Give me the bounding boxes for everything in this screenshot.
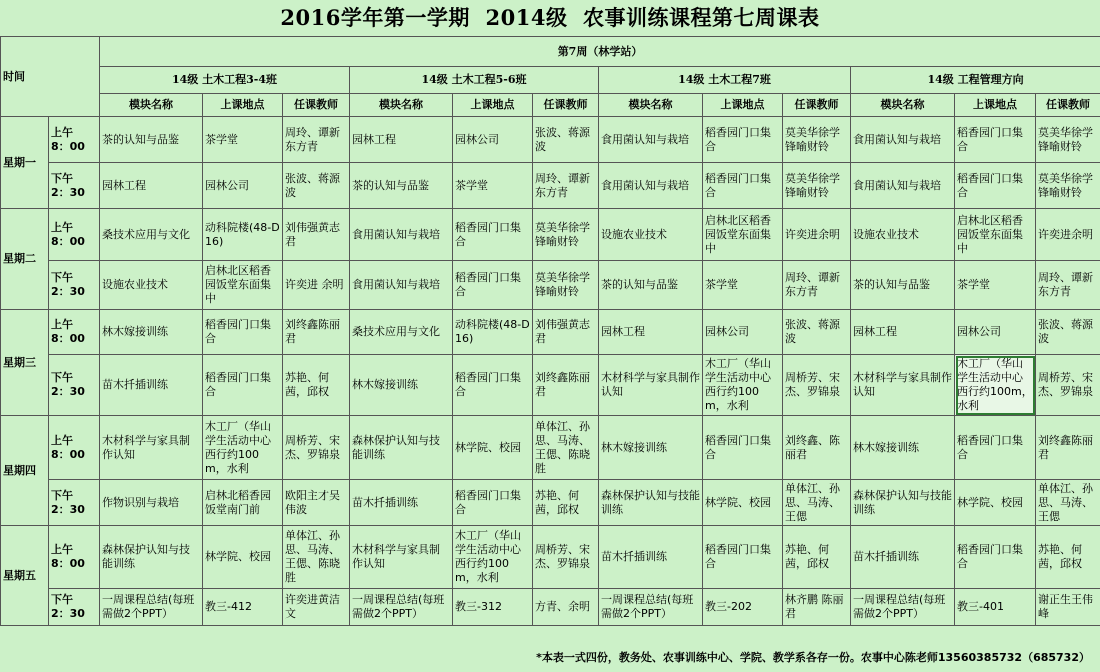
schedule-row: [1, 416, 1100, 480]
schedule-row: [1, 117, 1100, 163]
module-cell[interactable]: 林木嫁接训练: [599, 416, 703, 480]
teacher-cell[interactable]: 许奕进余明: [783, 209, 851, 261]
module-cell[interactable]: 茶的认知与品鉴: [350, 163, 453, 209]
module-cell[interactable]: 食用菌认知与栽培: [599, 117, 703, 163]
time-slot-label: 下午 2：30: [49, 589, 100, 626]
teacher-cell[interactable]: 莫美华徐学锋喻财铃: [1036, 117, 1100, 163]
col-header-teacher: 任课教师: [1036, 94, 1100, 117]
time-slot-label: 上午 8：00: [49, 310, 100, 355]
teacher-cell[interactable]: 周玲、谭新东方青: [1036, 261, 1100, 310]
header-row-classes: [1, 67, 1100, 94]
day-label: 星期一: [1, 117, 49, 209]
col-header-module: 模块名称: [100, 94, 203, 117]
teacher-cell[interactable]: 单体江、孙思、马涛、王偲、陈晓胜: [283, 526, 350, 589]
teacher-cell[interactable]: 苏艳、何茜，邱权: [533, 480, 599, 526]
teacher-cell[interactable]: 莫美华徐学锋喻财铃: [1036, 163, 1100, 209]
teacher-cell[interactable]: 莫美华徐学锋喻财铃: [783, 163, 851, 209]
teacher-cell[interactable]: 周玲、谭新东方青: [283, 117, 350, 163]
col-header-module: 模块名称: [599, 94, 703, 117]
place-cell[interactable]: 林学院、校园: [955, 480, 1036, 526]
module-cell[interactable]: 设施农业技术: [100, 261, 203, 310]
time-slot-label: 上午 8：00: [49, 117, 100, 163]
module-cell[interactable]: 木材科学与家具制作认知: [350, 526, 453, 589]
module-cell[interactable]: 木材科学与家具制作认知: [100, 416, 203, 480]
teacher-cell[interactable]: 张波、蒋源波: [533, 117, 599, 163]
module-cell[interactable]: 食用菌认知与栽培: [851, 163, 955, 209]
col-header-teacher: 任课教师: [783, 94, 851, 117]
day-label: 星期四: [1, 416, 49, 526]
teacher-cell[interactable]: 许奕进黄洁文: [283, 589, 350, 626]
place-cell[interactable]: 木工厂（华山学生活动中心西行约100m，水利: [703, 355, 783, 416]
module-cell[interactable]: 一周课程总结(每班需做2个PPT）: [851, 589, 955, 626]
place-cell[interactable]: 稻香园门口集合: [955, 163, 1036, 209]
module-cell[interactable]: 园林工程: [100, 163, 203, 209]
place-cell[interactable]: 木工厂（华山学生活动中心西行约100m，水利: [453, 526, 533, 589]
time-slot-label: 上午 8：00: [49, 526, 100, 589]
place-cell[interactable]: 稻香园门口集合: [203, 355, 283, 416]
teacher-cell[interactable]: 莫美华徐学锋喻财铃: [533, 209, 599, 261]
teacher-cell[interactable]: 周桥芳、宋杰、罗锦泉: [533, 526, 599, 589]
teacher-cell[interactable]: 方青、余明: [533, 589, 599, 626]
schedule-row: [1, 355, 1100, 416]
time-slot-label: 下午 2：30: [49, 480, 100, 526]
place-cell[interactable]: 园林公司: [955, 310, 1036, 355]
module-cell[interactable]: 一周课程总结(每班需做2个PPT）: [350, 589, 453, 626]
module-cell[interactable]: 食用菌认知与栽培: [350, 209, 453, 261]
place-cell[interactable]: 教三-202: [703, 589, 783, 626]
module-cell[interactable]: 苗木扦插训练: [350, 480, 453, 526]
place-cell[interactable]: 稻香园门口集合: [703, 163, 783, 209]
teacher-cell[interactable]: 单体江、孙思、马涛、王偲: [783, 480, 851, 526]
day-label: 星期三: [1, 310, 49, 416]
module-cell[interactable]: 苗木扦插训练: [100, 355, 203, 416]
module-cell[interactable]: 木材科学与家具制作认知: [851, 355, 955, 416]
place-cell[interactable]: 稻香园门口集合: [203, 310, 283, 355]
module-cell[interactable]: 森林保护认知与技能训练: [100, 526, 203, 589]
module-cell[interactable]: 苗木扦插训练: [851, 526, 955, 589]
time-slot-label: 下午 2：30: [49, 355, 100, 416]
col-header-place: 上课地点: [453, 94, 533, 117]
teacher-cell[interactable]: 刘终鑫、陈丽君: [783, 416, 851, 480]
place-cell[interactable]: 茶学堂: [955, 261, 1036, 310]
teacher-cell[interactable]: 周桥芳、宋杰、罗锦泉: [283, 416, 350, 480]
header-row-columns: [1, 94, 1100, 117]
module-cell[interactable]: 设施农业技术: [599, 209, 703, 261]
module-cell[interactable]: 食用菌认知与栽培: [851, 117, 955, 163]
teacher-cell[interactable]: 刘伟强黄志君: [283, 209, 350, 261]
place-cell[interactable]: 茶学堂: [203, 117, 283, 163]
module-cell[interactable]: 茶的认知与品鉴: [599, 261, 703, 310]
place-cell[interactable]: 稻香园门口集合: [453, 209, 533, 261]
time-slot-label: 上午 8：00: [49, 209, 100, 261]
place-cell[interactable]: 林学院、校园: [203, 526, 283, 589]
schedule-row: [1, 480, 1100, 526]
teacher-cell[interactable]: 单体江、孙思、马涛、王偲: [1036, 480, 1100, 526]
col-header-module: 模块名称: [851, 94, 955, 117]
place-cell[interactable]: 稻香园门口集合: [453, 355, 533, 416]
place-cell[interactable]: 动科院楼(48-D16): [203, 209, 283, 261]
class-header-civil-3-4: 14级 土木工程3-4班: [100, 67, 350, 94]
time-slot-label: 上午 8：00: [49, 416, 100, 480]
teacher-cell[interactable]: 刘终鑫陈丽君: [533, 355, 599, 416]
module-cell[interactable]: 木材科学与家具制作认知: [599, 355, 703, 416]
place-cell[interactable]: 启林北区稻香园饭堂东面集中: [203, 261, 283, 310]
page-title: 2016学年第一学期 2014级 农事训练课程第七周课表: [280, 5, 820, 30]
teacher-cell[interactable]: 林齐鹏 陈丽君: [783, 589, 851, 626]
day-label: 星期五: [1, 526, 49, 626]
schedule-row: [1, 526, 1100, 589]
module-cell[interactable]: 园林工程: [350, 117, 453, 163]
place-cell[interactable]: 稻香园门口集合: [453, 480, 533, 526]
teacher-cell[interactable]: 莫美华徐学锋喻财铃: [783, 117, 851, 163]
place-cell[interactable]: 园林公司: [453, 117, 533, 163]
module-cell[interactable]: 森林保护认知与技能训练: [851, 480, 955, 526]
module-cell[interactable]: 桑技术应用与文化: [350, 310, 453, 355]
place-cell[interactable]: 教三-401: [955, 589, 1036, 626]
module-cell[interactable]: 设施农业技术: [851, 209, 955, 261]
module-cell[interactable]: 一周课程总结(每班需做2个PPT）: [100, 589, 203, 626]
place-cell[interactable]: 林学院、校园: [703, 480, 783, 526]
col-header-teacher: 任课教师: [533, 94, 599, 117]
col-header-place: 上课地点: [955, 94, 1036, 117]
place-cell[interactable]: 稻香园门口集合: [453, 261, 533, 310]
place-cell[interactable]: 园林公司: [703, 310, 783, 355]
class-header-engineering-mgmt: 14级 工程管理方向: [851, 67, 1100, 94]
teacher-cell[interactable]: 许奕进 余明: [283, 261, 350, 310]
module-cell[interactable]: 茶的认知与品鉴: [100, 117, 203, 163]
place-cell[interactable]: 稻香园门口集合: [955, 117, 1036, 163]
teacher-cell[interactable]: 张波、蒋源波: [783, 310, 851, 355]
place-cell[interactable]: 启林北区稻香园饭堂东面集中: [703, 209, 783, 261]
schedule-row: [1, 163, 1100, 209]
col-header-module: 模块名称: [350, 94, 453, 117]
place-cell[interactable]: 林学院、校园: [453, 416, 533, 480]
place-cell[interactable]: 动科院楼(48-D16): [453, 310, 533, 355]
module-cell[interactable]: 食用菌认知与栽培: [599, 163, 703, 209]
place-cell[interactable]: 教三-412: [203, 589, 283, 626]
teacher-cell[interactable]: 单体江、孙思、马涛、王偲、陈晓胜: [533, 416, 599, 480]
teacher-cell[interactable]: 苏艳、何茜，邱权: [1036, 526, 1100, 589]
module-cell[interactable]: 园林工程: [851, 310, 955, 355]
module-cell[interactable]: 桑技术应用与文化: [100, 209, 203, 261]
teacher-cell[interactable]: 苏艳、何茜，邱权: [283, 355, 350, 416]
place-cell[interactable]: 茶学堂: [453, 163, 533, 209]
teacher-cell[interactable]: 刘终鑫陈丽君: [283, 310, 350, 355]
place-cell[interactable]: 稻香园门口集合: [703, 416, 783, 480]
teacher-cell[interactable]: 许奕进余明: [1036, 209, 1100, 261]
module-cell[interactable]: 林木嫁接训练: [851, 416, 955, 480]
place-cell[interactable]: 木工厂（华山学生活动中心西行约100m，水利: [955, 355, 1036, 416]
schedule-row: [1, 310, 1100, 355]
place-cell[interactable]: 稻香园门口集合: [703, 117, 783, 163]
header-row-week: [1, 37, 1100, 67]
schedule-row: [1, 209, 1100, 261]
place-cell[interactable]: 启林北区稻香园饭堂东面集中: [955, 209, 1036, 261]
teacher-cell[interactable]: 张波、蒋源波: [283, 163, 350, 209]
teacher-cell[interactable]: 刘终鑫陈丽君: [1036, 416, 1100, 480]
schedule-table: [0, 36, 1100, 626]
col-header-teacher: 任课教师: [283, 94, 350, 117]
module-cell[interactable]: 食用菌认知与栽培: [350, 261, 453, 310]
place-cell[interactable]: 启林北稻香园饭堂南门前: [203, 480, 283, 526]
module-cell[interactable]: 园林工程: [599, 310, 703, 355]
module-cell[interactable]: 作物识别与栽培: [100, 480, 203, 526]
place-cell[interactable]: 稻香园门口集合: [703, 526, 783, 589]
place-cell[interactable]: 木工厂（华山学生活动中心西行约100m，水利: [203, 416, 283, 480]
teacher-cell[interactable]: 周桥芳、宋杰、罗锦泉: [1036, 355, 1100, 416]
place-cell[interactable]: 园林公司: [203, 163, 283, 209]
place-cell[interactable]: 稻香园门口集合: [955, 416, 1036, 480]
time-header: 时间: [1, 37, 100, 117]
teacher-cell[interactable]: 莫美华徐学锋喻财铃: [533, 261, 599, 310]
week-header: 第7周（林学站）: [100, 37, 1100, 67]
footer-note: *本表一式四份，教务处、农事训练中心、学院、教学系各存一份。农事中心陈老师13560385732（685732）: [536, 651, 1090, 664]
day-label: 星期二: [1, 209, 49, 310]
class-header-civil-7: 14级 土木工程7班: [599, 67, 851, 94]
time-slot-label: 下午 2：30: [49, 163, 100, 209]
module-cell[interactable]: 林木嫁接训练: [100, 310, 203, 355]
class-header-civil-5-6: 14级 土木工程5-6班: [350, 67, 599, 94]
schedule-row: [1, 589, 1100, 626]
teacher-cell[interactable]: 谢正生王伟峰: [1036, 589, 1100, 626]
schedule-row: [1, 261, 1100, 310]
module-cell[interactable]: 一周课程总结(每班需做2个PPT）: [599, 589, 703, 626]
teacher-cell[interactable]: 周玲、谭新东方青: [533, 163, 599, 209]
teacher-cell[interactable]: 周桥芳、宋杰、罗锦泉: [783, 355, 851, 416]
module-cell[interactable]: 苗木扦插训练: [599, 526, 703, 589]
teacher-cell[interactable]: 张波、蒋源波: [1036, 310, 1100, 355]
module-cell[interactable]: 森林保护认知与技能训练: [599, 480, 703, 526]
teacher-cell[interactable]: 苏艳、何茜，邱权: [783, 526, 851, 589]
place-cell[interactable]: 稻香园门口集合: [955, 526, 1036, 589]
place-cell[interactable]: 茶学堂: [703, 261, 783, 310]
teacher-cell[interactable]: 周玲、谭新东方青: [783, 261, 851, 310]
col-header-place: 上课地点: [703, 94, 783, 117]
module-cell[interactable]: 林木嫁接训练: [350, 355, 453, 416]
col-header-place: 上课地点: [203, 94, 283, 117]
place-cell[interactable]: 教三-312: [453, 589, 533, 626]
module-cell[interactable]: 茶的认知与品鉴: [851, 261, 955, 310]
module-cell[interactable]: 森林保护认知与技能训练: [350, 416, 453, 480]
teacher-cell[interactable]: 刘伟强黄志君: [533, 310, 599, 355]
teacher-cell[interactable]: 欧阳主才吴伟波: [283, 480, 350, 526]
time-slot-label: 下午 2：30: [49, 261, 100, 310]
